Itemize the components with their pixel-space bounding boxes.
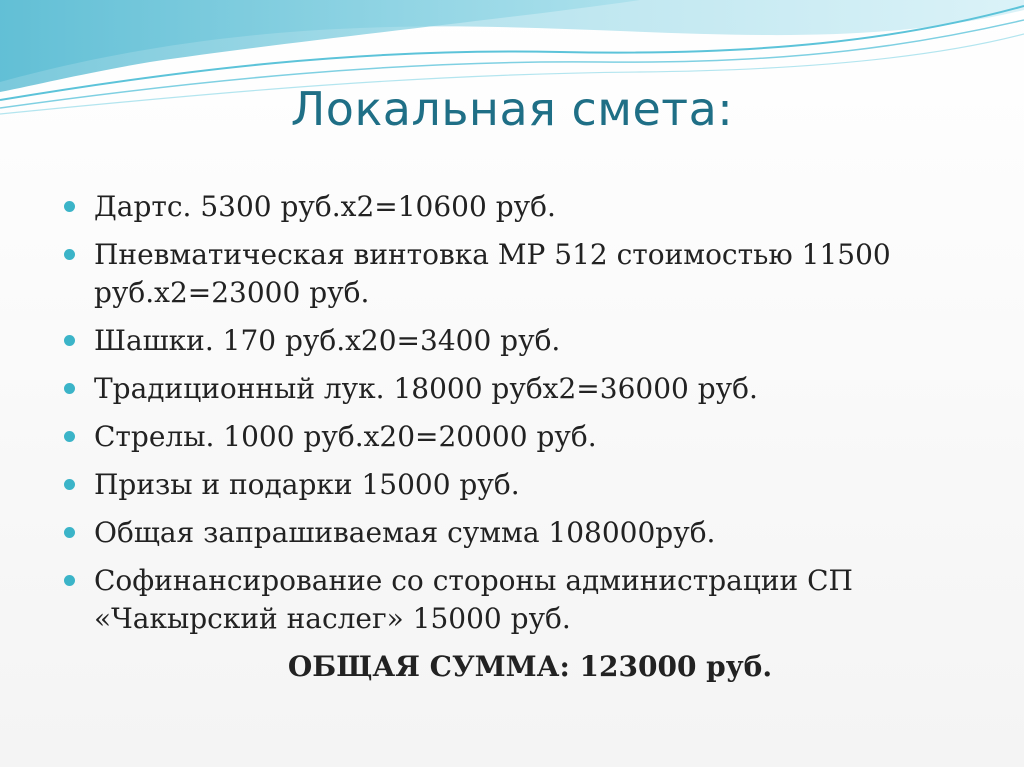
total-sum: ОБЩАЯ СУММА: 123000 руб. xyxy=(287,650,773,683)
bullet-dot-icon xyxy=(64,335,75,346)
list-item xyxy=(62,466,982,504)
list-item-text: Традиционный лук. 18000 рубх2=36000 руб. xyxy=(94,372,758,405)
list-item xyxy=(62,236,982,312)
bullet-dot-icon xyxy=(64,575,75,586)
bullet-dot-icon xyxy=(64,431,75,442)
list-item-text: Стрелы. 1000 руб.х20=20000 руб. xyxy=(94,420,597,453)
bullet-dot-icon xyxy=(64,249,75,260)
list-item-text: Дартс. 5300 руб.х2=10600 руб. xyxy=(94,190,556,223)
list-item xyxy=(62,562,982,638)
slide-content xyxy=(62,188,982,686)
list-item-text: Общая запрашиваемая сумма 108000руб. xyxy=(94,516,716,549)
list-item-text: Призы и подарки 15000 руб. xyxy=(94,468,520,501)
bullet-dot-icon xyxy=(64,527,75,538)
list-item-text: Софинансирование со стороны администрации СП «Чакырский наслег» 15000 руб. xyxy=(94,564,853,635)
list-item-text: Пневматическая винтовка МР 512 стоимостью 11500 руб.х2=23000 руб. xyxy=(94,238,891,309)
list-item xyxy=(62,418,982,456)
list-item-text: Шашки. 170 руб.х20=3400 руб. xyxy=(94,324,561,357)
list-item xyxy=(62,514,982,552)
bullet-dot-icon xyxy=(64,201,75,212)
estimate-list xyxy=(62,188,982,638)
list-item xyxy=(62,370,982,408)
bullet-dot-icon xyxy=(64,479,75,490)
slide-title: Локальная смета: xyxy=(290,82,734,136)
list-item xyxy=(62,188,982,226)
bullet-dot-icon xyxy=(64,383,75,394)
list-item xyxy=(62,322,982,360)
